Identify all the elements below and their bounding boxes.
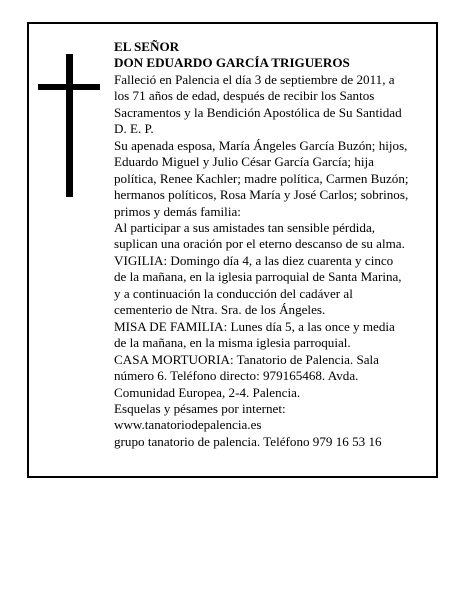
website-link[interactable]: www.tanatoriodepalencia.es [114, 417, 262, 433]
cross-icon-bar [38, 84, 100, 90]
text-line: D. E. P. [114, 121, 154, 137]
text-line: Su apenada esposa, María Ángeles García Buzón; hijos, [114, 137, 408, 153]
obituary-text [114, 39, 434, 450]
text-line: Comunidad Europea, 2-4. Palencia. [114, 384, 301, 400]
text-line: MISA DE FAMILIA: Lunes día 5, a las once y media [114, 318, 395, 334]
text-line: primos y demás familia: [114, 203, 241, 219]
heading-title: EL SEÑOR [114, 39, 180, 54]
text-line: Sacramentos y la Bendición Apostólica de Su Santidad [114, 104, 402, 120]
deceased-name: DON EDUARDO GARCÍA TRIGUEROS [114, 55, 350, 71]
text-line: número 6. Teléfono directo: 979165468. Avda. [114, 368, 359, 384]
text-line: suplican una oración por el eterno descanso de su alma. [114, 236, 405, 252]
text-line: Al participar a sus amistades tan sensible pérdida, [114, 219, 376, 235]
text-line: Eduardo Miguel y Julio César García García; hija [114, 154, 374, 170]
cross-icon [66, 54, 73, 197]
text-line: de la mañana, en la iglesia parroquial de Santa Marina, [114, 269, 402, 285]
text-line: los 71 años de edad, después de recibir los Santos [114, 88, 375, 104]
text-line: Falleció en Palencia el día 3 de septiembre de 2011, a [114, 71, 395, 87]
text-line: hermanos políticos, Rosa María y José Carlos; sobrinos, [114, 187, 409, 203]
text-line: y a continuación la conducción del cadáver al [114, 285, 353, 301]
text-line: de la mañana, en la misma iglesia parroquial. [114, 335, 351, 351]
text-line: VIGILIA: Domingo día 4, a las diez cuarenta y cinco [114, 252, 394, 268]
text-line: Esquelas y pésames por internet: [114, 400, 286, 416]
text-line: política, Renee Kachler; madre política, Carmen Buzón; [114, 170, 409, 186]
text-line: cementerio de Ntra. Sra. de los Ángeles. [114, 302, 326, 318]
text-line: CASA MORTUORIA: Tanatorio de Palencia. Sala [114, 351, 379, 367]
text-line: grupo tanatorio de palencia. Teléfono 979 16 53 16 [114, 433, 382, 449]
